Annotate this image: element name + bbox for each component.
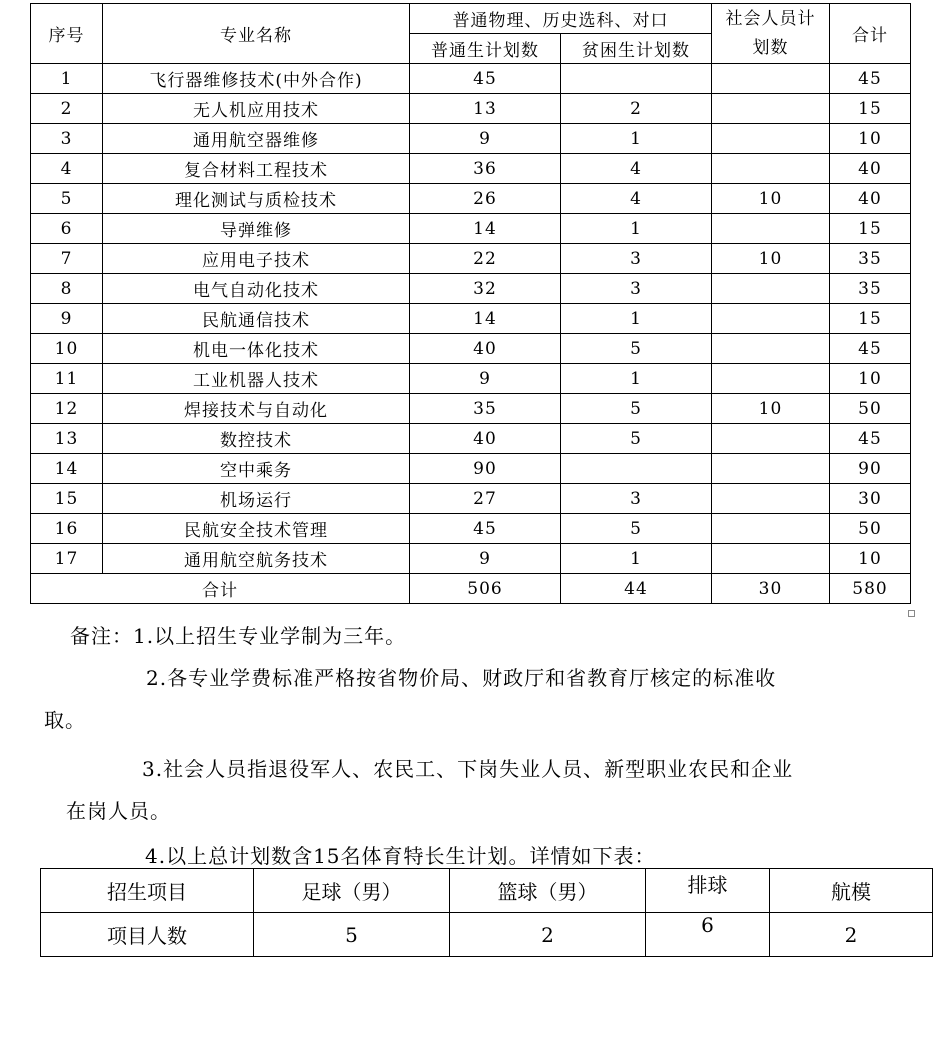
table-row (31, 514, 911, 544)
row-social (712, 454, 830, 484)
table-row (31, 364, 911, 394)
row-poor (561, 64, 712, 94)
row-poor: 1 (561, 214, 712, 244)
row-poor: 1 (561, 364, 712, 394)
row-social (712, 484, 830, 514)
row-regular: 22 (410, 244, 561, 274)
row-regular: 36 (410, 154, 561, 184)
row-total: 10 (830, 124, 911, 154)
row-total: 40 (830, 154, 911, 184)
table-row (31, 274, 911, 304)
row-poor: 4 (561, 154, 712, 184)
table-row (31, 454, 911, 484)
row-seq: 14 (31, 454, 103, 484)
row-major-name: 民航安全技术管理 (103, 514, 410, 544)
sports-header-volleyball: 排球 (646, 869, 770, 913)
table-row (31, 304, 911, 334)
row-regular: 40 (410, 334, 561, 364)
row-major-name: 复合材料工程技术 (103, 154, 410, 184)
table-row (31, 484, 911, 514)
row-poor: 2 (561, 94, 712, 124)
row-major-name: 无人机应用技术 (103, 94, 410, 124)
row-regular: 45 (410, 514, 561, 544)
row-poor: 5 (561, 514, 712, 544)
header-row-1 (31, 4, 911, 34)
row-total: 45 (830, 424, 911, 454)
row-poor: 5 (561, 334, 712, 364)
row-regular: 9 (410, 364, 561, 394)
row-seq: 11 (31, 364, 103, 394)
row-total: 50 (830, 394, 911, 424)
row-major-name: 焊接技术与自动化 (103, 394, 410, 424)
row-social (712, 154, 830, 184)
sum-row (31, 574, 911, 604)
row-total: 45 (830, 334, 911, 364)
header-group: 普通物理、历史选科、对口 (410, 4, 712, 34)
row-regular: 9 (410, 544, 561, 574)
row-total: 45 (830, 64, 911, 94)
table-row (31, 424, 911, 454)
row-major-name: 民航通信技术 (103, 304, 410, 334)
row-total: 90 (830, 454, 911, 484)
row-regular: 9 (410, 124, 561, 154)
table-row (31, 154, 911, 184)
sports-specialty-table (40, 868, 933, 957)
row-total: 35 (830, 274, 911, 304)
row-regular: 45 (410, 64, 561, 94)
row-seq: 8 (31, 274, 103, 304)
sum-regular: 506 (410, 574, 561, 604)
sports-header-row (41, 869, 933, 913)
sports-count-basketball: 2 (450, 913, 646, 957)
row-seq: 15 (31, 484, 103, 514)
row-total: 10 (830, 544, 911, 574)
row-poor: 5 (561, 394, 712, 424)
row-social (712, 94, 830, 124)
note-4: 4.以上总计划数含15名体育特长生计划。详情如下表： (145, 844, 656, 868)
header-social (712, 4, 830, 64)
row-poor: 3 (561, 274, 712, 304)
row-social (712, 424, 830, 454)
sports-header-football: 足球（男） (254, 869, 450, 913)
row-total: 35 (830, 244, 911, 274)
row-seq: 5 (31, 184, 103, 214)
row-seq: 3 (31, 124, 103, 154)
note-1: 备注：1.以上招生专业学制为三年。 (70, 624, 407, 648)
row-seq: 12 (31, 394, 103, 424)
row-social: 10 (712, 394, 830, 424)
row-poor: 1 (561, 304, 712, 334)
row-seq: 13 (31, 424, 103, 454)
row-poor (561, 454, 712, 484)
table-row (31, 394, 911, 424)
row-social: 10 (712, 244, 830, 274)
row-major-name: 导弹维修 (103, 214, 410, 244)
note-3-line-2: 在岗人员。 (66, 799, 171, 823)
header-poor: 贫困生计划数 (561, 34, 712, 64)
row-social (712, 214, 830, 244)
row-poor: 4 (561, 184, 712, 214)
row-total: 15 (830, 214, 911, 244)
note-2-line-1: 2.各专业学费标准严格按省物价局、财政厅和省教育厅核定的标准收 (146, 666, 777, 690)
row-regular: 35 (410, 394, 561, 424)
row-regular: 14 (410, 304, 561, 334)
row-seq: 9 (31, 304, 103, 334)
row-major-name: 应用电子技术 (103, 244, 410, 274)
sports-count-model-aircraft: 2 (770, 913, 933, 957)
row-seq: 2 (31, 94, 103, 124)
row-seq: 1 (31, 64, 103, 94)
table-row (31, 124, 911, 154)
header-seq: 序号 (31, 4, 103, 64)
row-regular: 40 (410, 424, 561, 454)
table-row (31, 244, 911, 274)
note-3-line-1: 3.社会人员指退役军人、农民工、下岗失业人员、新型职业农民和企业 (142, 757, 794, 781)
row-social (712, 274, 830, 304)
sports-count-row (41, 913, 933, 957)
row-total: 40 (830, 184, 911, 214)
sum-total: 580 (830, 574, 911, 604)
row-seq: 6 (31, 214, 103, 244)
row-major-name: 通用航空航务技术 (103, 544, 410, 574)
row-major-name: 通用航空器维修 (103, 124, 410, 154)
enrollment-plan-table (30, 3, 911, 604)
table-row (31, 64, 911, 94)
row-regular: 90 (410, 454, 561, 484)
row-seq: 10 (31, 334, 103, 364)
row-regular: 32 (410, 274, 561, 304)
sports-header-item: 招生项目 (41, 869, 254, 913)
row-seq: 16 (31, 514, 103, 544)
row-major-name: 机电一体化技术 (103, 334, 410, 364)
table-row (31, 334, 911, 364)
row-seq: 17 (31, 544, 103, 574)
row-major-name: 空中乘务 (103, 454, 410, 484)
header-social-label: 社会人员计划数 (725, 8, 816, 58)
sports-count-football: 5 (254, 913, 450, 957)
header-total: 合计 (830, 4, 911, 64)
row-regular: 14 (410, 214, 561, 244)
row-regular: 27 (410, 484, 561, 514)
sports-header-model-aircraft: 航模 (770, 869, 933, 913)
row-social (712, 304, 830, 334)
row-social (712, 544, 830, 574)
row-social (712, 64, 830, 94)
row-major-name: 理化测试与质检技术 (103, 184, 410, 214)
row-major-name: 电气自动化技术 (103, 274, 410, 304)
row-seq: 7 (31, 244, 103, 274)
sports-count-label: 项目人数 (41, 913, 254, 957)
row-social (712, 334, 830, 364)
row-poor: 3 (561, 484, 712, 514)
header-major-name: 专业名称 (103, 4, 410, 64)
table-corner-handle (908, 610, 915, 617)
sports-header-basketball: 篮球（男） (450, 869, 646, 913)
row-poor: 1 (561, 544, 712, 574)
header-regular: 普通生计划数 (410, 34, 561, 64)
row-poor: 1 (561, 124, 712, 154)
sum-poor: 44 (561, 574, 712, 604)
table-row (31, 544, 911, 574)
sum-social: 30 (712, 574, 830, 604)
row-total: 15 (830, 94, 911, 124)
row-regular: 26 (410, 184, 561, 214)
row-social (712, 124, 830, 154)
table-row (31, 214, 911, 244)
table-row (31, 184, 911, 214)
row-major-name: 机场运行 (103, 484, 410, 514)
row-social: 10 (712, 184, 830, 214)
row-total: 30 (830, 484, 911, 514)
row-seq: 4 (31, 154, 103, 184)
note-2-line-2: 取。 (44, 708, 86, 732)
sum-label: 合计 (31, 574, 410, 604)
row-social (712, 514, 830, 544)
row-total: 15 (830, 304, 911, 334)
row-total: 50 (830, 514, 911, 544)
row-major-name: 飞行器维修技术(中外合作) (103, 64, 410, 94)
row-social (712, 364, 830, 394)
row-major-name: 工业机器人技术 (103, 364, 410, 394)
table-row (31, 94, 911, 124)
row-total: 10 (830, 364, 911, 394)
sports-count-volleyball: 6 (646, 913, 770, 957)
row-poor: 3 (561, 244, 712, 274)
row-poor: 5 (561, 424, 712, 454)
row-major-name: 数控技术 (103, 424, 410, 454)
row-regular: 13 (410, 94, 561, 124)
